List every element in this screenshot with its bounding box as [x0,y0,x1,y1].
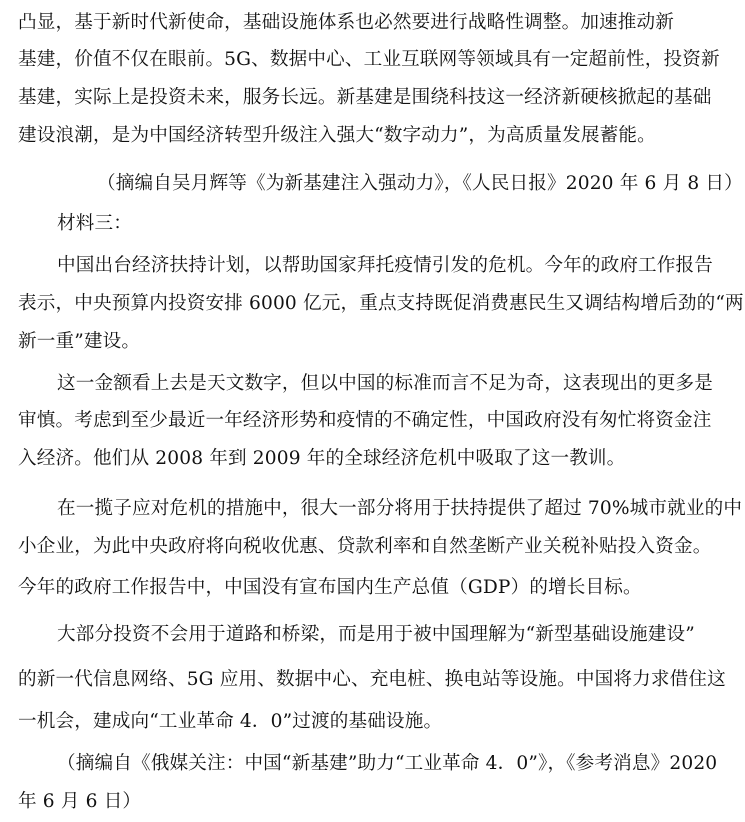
paragraph-line: 表示，中央预算内投资安排 6000 亿元，重点支持既促消费惠民生又调结构增后劲的“两 [18,293,744,314]
paragraph-line: 中国出台经济扶持计划，以帮助国家拜托疫情引发的危机。今年的政府工作报告 [57,255,714,276]
paragraph-line: 在一揽子应对危机的措施中，很大一部分将用于扶持提供了超过 70%城市就业的中 [57,498,743,519]
paragraph-line: 审慎。考虑到至少最近一年经济形势和疫情的不确定性，中国政府没有匆忙将资金注 [18,410,712,431]
paragraph-line: 建设浪潮，是为中国经济转型升级注入强大“数字动力”，为高质量发展蓄能。 [18,125,656,146]
paragraph-line: 今年的政府工作报告中，中国没有宣布国内生产总值（GDP）的增长目标。 [18,577,642,598]
section-heading: 材料三： [57,213,132,234]
source-citation: 年 6 月 6 日） [18,791,142,812]
paragraph-line: 凸显，基于新时代新使命，基础设施体系也必然要进行战略性调整。加速推动新 [18,12,675,33]
paragraph-line: 大部分投资不会用于道路和桥梁，而是用于被中国理解为“新型基础设施建设” [57,624,695,645]
source-citation: （摘编自吴月辉等《为新基建注入强动力》，《人民日报》2020 年 6 月 8 日） [97,173,743,194]
source-citation: （摘编自《俄媒关注：中国“新基建”助力“工业革命 4．0”》，《参考消息》2020 [57,753,718,774]
paragraph-line: 新一重”建设。 [18,331,141,352]
paragraph-line: 基建，实际上是投资未来，服务长远。新基建是围绕科技这一经济新硬核掀起的基础 [18,87,712,108]
paragraph-line: 的新一代信息网络、5G 应用、数据中心、充电桩、换电站等设施。中国将力求借住这 [18,669,726,690]
paragraph-line: 基建，价值不仅在眼前。5G、数据中心、工业互联网等领域具有一定超前性，投资新 [18,49,720,70]
paragraph-line: 一机会，建成向“工业革命 4．0”过渡的基础设施。 [18,711,443,732]
paragraph-line: 入经济。他们从 2008 年到 2009 年的全球经济危机中吸取了这一教训。 [18,448,626,469]
paragraph-line: 这一金额看上去是天文数字，但以中国的标准而言不足为奇，这表现出的更多是 [57,373,714,394]
paragraph-line: 小企业，为此中央政府将向税收优惠、贷款利率和自然垄断产业关税补贴投入资金。 [18,536,712,557]
